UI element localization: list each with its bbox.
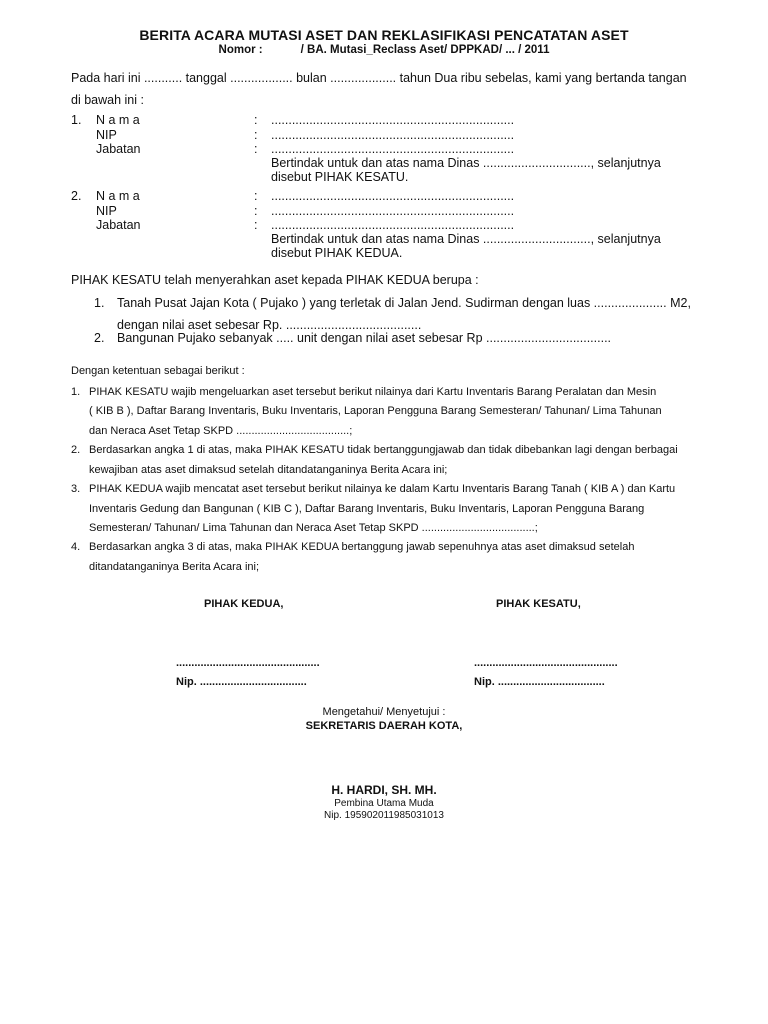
intro-line-1: Pada hari ini ........... tanggal .................. bulan ................... tahun Dua ribu sebelas, kami yang bertanda tangan bbox=[71, 71, 687, 85]
condition-line: PIHAK KESATU wajib mengeluarkan aset tersebut berikut nilainya dari Kartu Inventaris Barang Peralatan dan Mesin bbox=[89, 386, 657, 398]
condition-line: ditandatanganinya Berita Acara ini; bbox=[89, 561, 260, 573]
signature-left-title: PIHAK KEDUA, bbox=[204, 598, 284, 610]
conditions-heading: Dengan ketentuan sebagai berikut : bbox=[71, 365, 245, 377]
jabatan-value: ...................................................................... bbox=[271, 142, 515, 156]
colon: : bbox=[254, 218, 258, 232]
nama-label: N a m a bbox=[96, 189, 140, 203]
handover-item-text: Bangunan Pujako sebanyak ..... unit dengan nilai aset sebesar Rp .................................... bbox=[117, 331, 612, 345]
nama-value: ...................................................................... bbox=[271, 189, 515, 203]
party-description: Bertindak untuk dan atas nama Dinas ..............................., selanjutnya bbox=[271, 156, 661, 170]
party-number: 2. bbox=[71, 189, 82, 203]
signature-left-nip: Nip. ................................... bbox=[176, 676, 307, 688]
handover-heading: PIHAK KESATU telah menyerahkan aset kepada PIHAK KEDUA berupa : bbox=[71, 273, 479, 287]
jabatan-value: ...................................................................... bbox=[271, 218, 515, 232]
nama-label: N a m a bbox=[96, 113, 140, 127]
colon: : bbox=[254, 113, 258, 127]
signature-right-line: ............................................... bbox=[474, 657, 618, 669]
condition-number: 4. bbox=[71, 541, 81, 553]
nip-value: ...................................................................... bbox=[271, 128, 515, 142]
intro-line-2: di bawah ini : bbox=[71, 93, 144, 107]
handover-item-text: dengan nilai aset sebesar Rp. ....................................... bbox=[117, 318, 422, 332]
nip-label: NIP bbox=[96, 204, 117, 218]
colon: : bbox=[254, 189, 258, 203]
party-role: disebut PIHAK KESATU. bbox=[271, 170, 409, 184]
approval-office: SEKRETARIS DAERAH KOTA, bbox=[305, 720, 463, 732]
condition-line: PIHAK KEDUA wajib mencatat aset tersebut berikut nilainya ke dalam Kartu Inventaris Barang Tanah ( KIB A ) dan Kartu bbox=[89, 483, 676, 495]
signature-right-nip: Nip. ................................... bbox=[474, 676, 605, 688]
approver-name: H. HARDI, SH. MH. bbox=[331, 783, 437, 797]
condition-line: Berdasarkan angka 3 di atas, maka PIHAK KEDUA bertanggung jawab sepenuhnya atas aset dimaksud setelah bbox=[89, 541, 635, 553]
colon: : bbox=[254, 128, 258, 142]
handover-item-text: Tanah Pusat Jajan Kota ( Pujako ) yang terletak di Jalan Jend. Sudirman dengan luas ..................... M2, bbox=[117, 296, 691, 310]
condition-number: 3. bbox=[71, 483, 81, 495]
condition-line: kewajiban atas aset dimaksud setelah ditandatanganinya Berita Acara ini; bbox=[89, 464, 448, 476]
approver-nip: Nip. 195902011985031013 bbox=[324, 810, 444, 821]
approval-label: Mengetahui/ Menyetujui : bbox=[322, 706, 446, 718]
approver-rank: Pembina Utama Muda bbox=[334, 798, 434, 809]
document-number bbox=[0, 44, 768, 56]
condition-line: Berdasarkan angka 1 di atas, maka PIHAK KESATU tidak bertanggungjawab dan tidak dibebankan lagi dengan berbagai bbox=[89, 444, 678, 456]
condition-line: ( KIB B ), Daftar Barang Inventaris, Buku Inventaris, Laporan Pengguna Barang Semesteran/ Tahunan/ Lima Tahunan bbox=[89, 405, 662, 417]
signature-right-title: PIHAK KESATU, bbox=[496, 598, 581, 610]
party-number: 1. bbox=[71, 113, 82, 127]
nip-label: NIP bbox=[96, 128, 117, 142]
colon: : bbox=[254, 142, 258, 156]
nip-value: ...................................................................... bbox=[271, 204, 515, 218]
condition-line: Inventaris Gedung dan Bangunan ( KIB C ), Daftar Barang Inventaris, Buku Inventaris, Laporan Pengguna Barang bbox=[89, 503, 645, 515]
jabatan-label: Jabatan bbox=[96, 142, 141, 156]
nama-value: ...................................................................... bbox=[271, 113, 515, 127]
signature-left-line: ............................................... bbox=[176, 657, 320, 669]
handover-item-number: 1. bbox=[94, 296, 105, 310]
document-title: BERITA ACARA MUTASI ASET DAN REKLASIFIKASI PENCATATAN ASET bbox=[139, 27, 629, 43]
condition-number: 1. bbox=[71, 386, 81, 398]
nomor-value: / BA. Mutasi_Reclass Aset/ DPPKAD/ ... / 2011 bbox=[300, 44, 550, 56]
party-description: Bertindak untuk dan atas nama Dinas ..............................., selanjutnya bbox=[271, 232, 661, 246]
handover-item-number: 2. bbox=[94, 331, 105, 345]
jabatan-label: Jabatan bbox=[96, 218, 141, 232]
condition-number: 2. bbox=[71, 444, 81, 456]
colon: : bbox=[254, 204, 258, 218]
party-role: disebut PIHAK KEDUA. bbox=[271, 246, 403, 260]
condition-line: dan Neraca Aset Tetap SKPD .....................................; bbox=[89, 425, 353, 437]
condition-line: Semesteran/ Tahunan/ Lima Tahunan dan Neraca Aset Tetap SKPD .....................................; bbox=[89, 522, 538, 534]
nomor-label: Nomor : bbox=[218, 44, 263, 56]
